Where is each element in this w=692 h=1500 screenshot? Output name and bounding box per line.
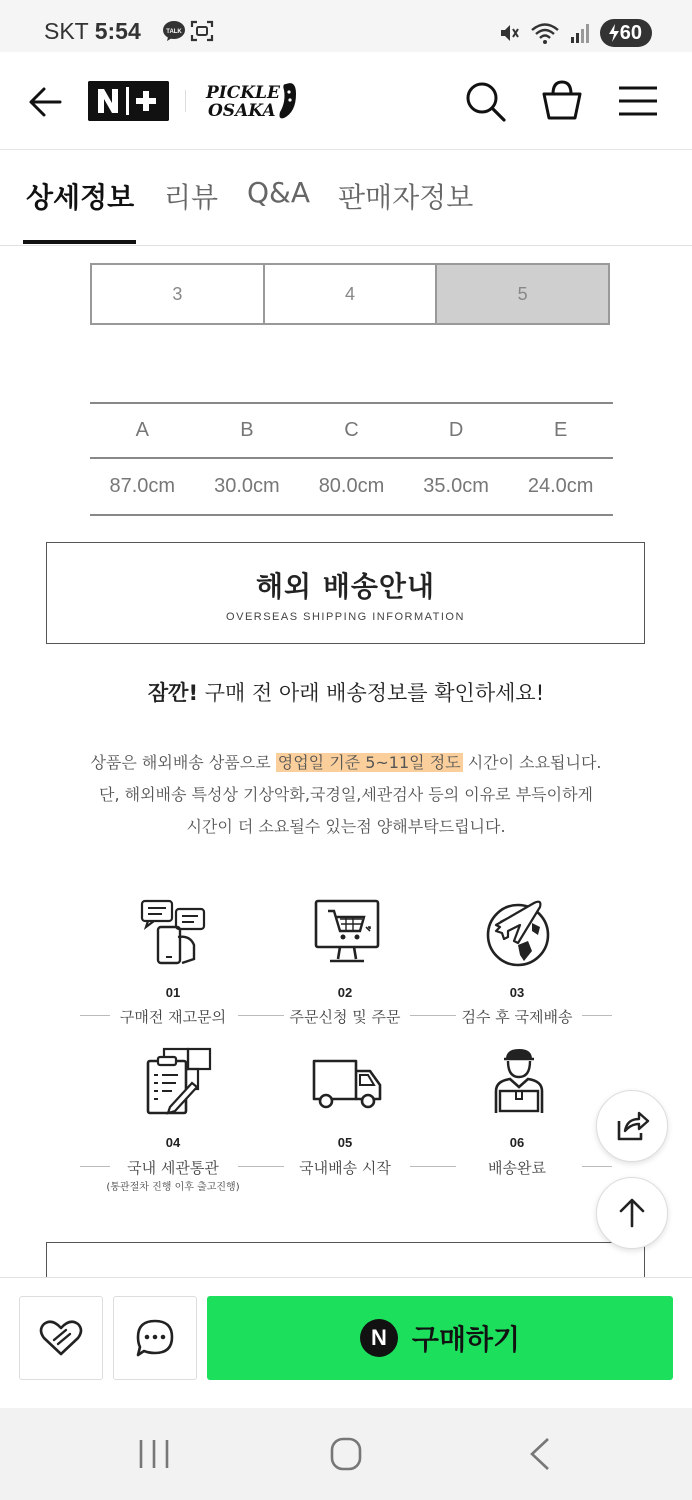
shopping-bag-button[interactable] (540, 78, 584, 122)
shipping-notice (0, 677, 692, 707)
wifi-icon (530, 21, 560, 45)
step-label-03: 검수 후 국제배송 (461, 1008, 573, 1026)
charging-bolt-icon (608, 24, 620, 42)
chat-bubble-icon (134, 1317, 176, 1359)
signal-icon (570, 22, 590, 44)
step-num-04: 04 (165, 1135, 181, 1150)
step-label-06: 배송완료 (488, 1159, 546, 1177)
hamburger-menu-button[interactable] (616, 80, 660, 124)
monitor-cart-icon (310, 897, 384, 969)
size-option-4[interactable]: 4 (265, 265, 438, 323)
desc-line-3: 시간이 더 소요될수 있는점 양해부탁드립니다. (186, 817, 506, 836)
status-right (498, 18, 652, 48)
screen-capture-icon (190, 20, 214, 42)
naver-n-icon: N (360, 1319, 398, 1357)
size-value-d: 35.0cm (423, 475, 489, 497)
carrier-name: SKT (44, 18, 89, 44)
brand-logo-line1: PICKLE (206, 83, 280, 103)
share-icon (613, 1107, 651, 1145)
size-col-a: A (135, 419, 149, 441)
naver-plus-logo[interactable] (88, 81, 169, 121)
size-value-b: 30.0cm (214, 475, 280, 497)
tab-detail[interactable]: 상세정보 (26, 181, 135, 214)
size-option-3[interactable]: 3 (92, 265, 265, 323)
delivery-truck-icon (310, 1047, 384, 1119)
search-button[interactable] (464, 80, 508, 124)
step-num-02: 02 (337, 985, 353, 1000)
size-selector (90, 263, 610, 325)
status-time: 5:54 (94, 18, 141, 44)
tab-review[interactable]: 리뷰 (164, 181, 219, 214)
overseas-shipping-banner (46, 542, 645, 644)
purchase-bar (0, 1277, 692, 1408)
arrow-up-icon (615, 1196, 649, 1230)
desc-line1-pre: 상품은 해외배송 상품으로 (90, 753, 276, 772)
courier-box-icon (482, 1047, 556, 1119)
shipping-title: 해외 배송안내 (255, 570, 436, 603)
size-col-c: C (344, 419, 359, 441)
scroll-to-top-button[interactable] (596, 1177, 668, 1249)
heart-icon (38, 1318, 84, 1358)
battery-level: 60 (619, 21, 642, 44)
system-nav-bar (0, 1408, 692, 1500)
status-carrier (44, 18, 141, 45)
battery-indicator (600, 19, 652, 47)
size-col-e: E (554, 419, 568, 441)
step-num-06: 06 (509, 1135, 525, 1150)
globe-plane-icon (482, 897, 556, 969)
step-num-01: 01 (165, 985, 181, 1000)
step-sub-04: (통관절차 진행 이후 출고진행) (106, 1182, 240, 1193)
recent-apps-button[interactable] (134, 1436, 174, 1472)
app-header (0, 52, 692, 150)
size-col-b: B (240, 419, 254, 441)
shipping-description (0, 747, 692, 843)
shipping-subtitle: OVERSEAS SHIPPING INFORMATION (226, 611, 465, 623)
step-label-04: 국내 세관통관 (127, 1159, 219, 1177)
desc-line1-post: 시간이 소요됩니다. (462, 753, 602, 772)
desc-line-2: 단, 해외배송 특성상 기상악화,국경일,세관검사 등의 이유로 부득이하게 (99, 785, 593, 804)
logo-divider (185, 90, 186, 112)
notice-strong: 잠깐! (147, 681, 199, 705)
buy-label: 구매하기 (411, 1323, 521, 1356)
wishlist-button[interactable] (19, 1296, 103, 1380)
pickle-osaka-logo[interactable] (204, 76, 304, 124)
notice-text: 구매 전 아래 배송정보를 확인하세요! (198, 681, 545, 705)
share-button[interactable] (596, 1090, 668, 1162)
size-option-5[interactable]: 5 (437, 265, 608, 323)
next-section-box (46, 1242, 645, 1277)
mute-icon (498, 22, 520, 44)
step-label-02: 주문신청 및 주문 (289, 1008, 401, 1026)
step-num-03: 03 (509, 985, 525, 1000)
brand-logo-line2: OSAKA (208, 101, 276, 121)
size-table (90, 402, 613, 516)
tab-qna[interactable]: Q&A (247, 176, 311, 209)
tab-seller-info[interactable]: 판매자정보 (338, 181, 474, 214)
status-bar (0, 0, 692, 52)
talk-talk-button[interactable] (113, 1296, 197, 1380)
clipboard-boxes-icon (140, 1047, 214, 1119)
product-tabs (0, 150, 692, 246)
system-back-button[interactable] (520, 1436, 560, 1472)
size-col-d: D (448, 419, 464, 441)
back-button[interactable] (24, 80, 68, 124)
desc-highlight: 영업일 기준 5~11일 정도 (277, 753, 461, 772)
step-label-01: 구매전 재고문의 (119, 1008, 227, 1026)
step-label-05: 국내배송 시작 (299, 1159, 391, 1177)
size-value-c: 80.0cm (318, 475, 385, 497)
product-detail-content (0, 247, 692, 1277)
size-value-a: 87.0cm (109, 475, 176, 497)
talk-badge-text: TALK (166, 29, 182, 35)
size-value-e: 24.0cm (527, 475, 594, 497)
active-tab-indicator (23, 240, 136, 244)
size-table-row (90, 459, 613, 514)
home-button[interactable] (326, 1436, 366, 1472)
kakaotalk-icon (162, 20, 186, 42)
step-num-05: 05 (337, 1135, 353, 1150)
buy-button[interactable] (207, 1296, 673, 1380)
chat-phone-icon (138, 897, 212, 969)
desc-line-1 (0, 747, 692, 779)
size-table-header (90, 404, 613, 459)
